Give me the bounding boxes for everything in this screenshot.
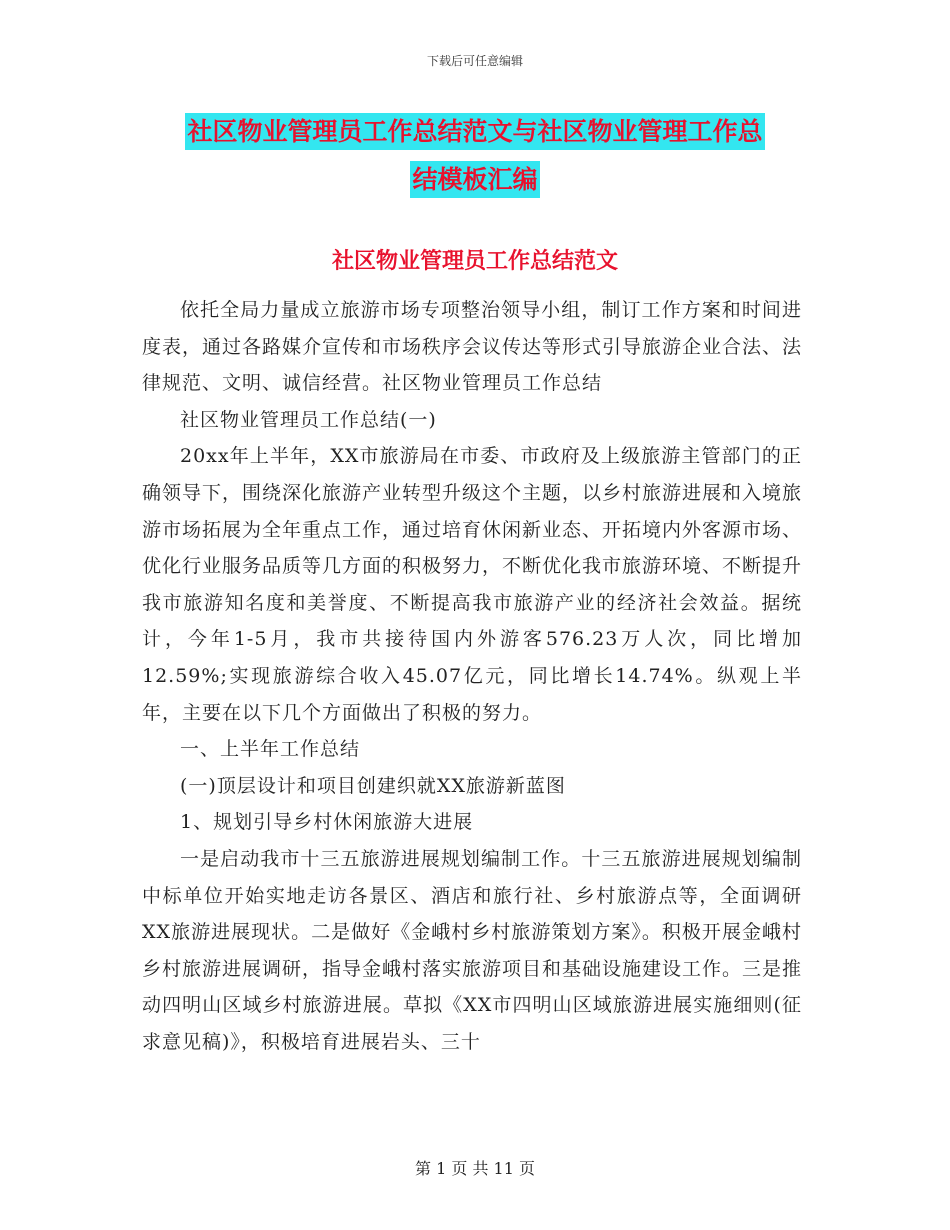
header-note: 下载后可任意编辑 (426, 54, 523, 68)
paragraph: 社区物业管理员工作总结(一) (180, 408, 437, 431)
main-title (150, 108, 800, 204)
paragraph: 1、规划引导乡村休闲旅游大进展 (180, 811, 474, 834)
page-footer: 第 1 页 共 11 页 (415, 1159, 535, 1178)
paragraph: 依托全局力量成立旅游市场专项整治领导小组，制订工作方案和时间进度表，通过各路媒介宣传和市场秩序会议传达等形式引导旅游企业合法、法律规范、文明、诚信经营。社区物业管理员工作总结 (142, 299, 803, 395)
paragraph: 一、上半年工作总结 (180, 738, 361, 761)
main-title-line2: 结模板汇编 (410, 161, 539, 198)
section-title: 社区物业管理员工作总结范文 (331, 248, 618, 274)
main-title-line1: 社区物业管理员工作总结范文与社区物业管理工作总 (185, 113, 764, 150)
body-text (142, 292, 802, 1060)
paragraph: 20xx年上半年，XX市旅游局在市委、市政府及上级旅游主管部门的正确领导下，围绕深化旅游产业转型升级这个主题，以乡村旅游进展和入境旅游市场拓展为全年重点工作，通过培育休闲新业态、开拓境内外客源市场、优化行业服务品质等几方面的积极努力，不断优化我市旅游环境、不断提升我市旅游知名度和美誉度、不断提高我市旅游产业的经济社会效益。据统计，今年1-5月，我市共接待国内外游客576.23万人次，同比增加12.59%;实现旅游综合收入45.07亿元，同比增长14.74%。纵观上半年，主要在以下几个方面做出了积极的努力。 (142, 445, 803, 724)
paragraph: 一是启动我市十三五旅游进展规划编制工作。十三五旅游进展规划编制中标单位开始实地走访各景区、酒店和旅行社、乡村旅游点等，全面调研XX旅游进展现状。二是做好《金峨村乡村旅游策划方案》。积极开展金峨村乡村旅游进展调研，指导金峨村落实旅游项目和基础设施建设工作。三是推动四明山区域乡村旅游进展。草拟《XX市四明山区域旅游进展实施细则(征求意见稿)》，积极培育进展岩头、三十 (142, 847, 803, 1053)
paragraph: (一)顶层设计和项目创建织就XX旅游新蓝图 (180, 774, 566, 797)
